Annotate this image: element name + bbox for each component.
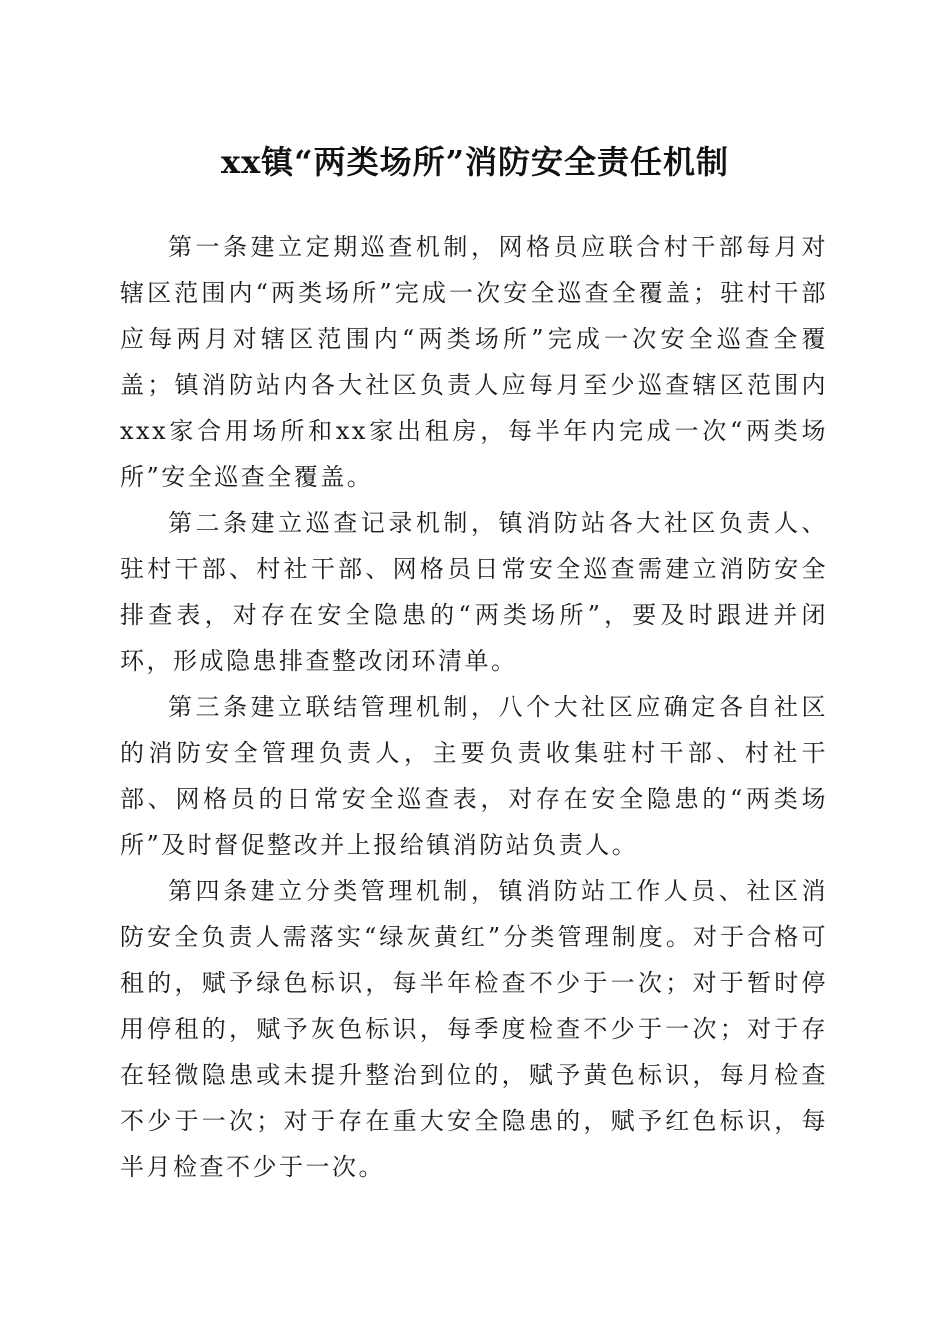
document-body bbox=[120, 224, 828, 1190]
article-2-paragraph: 第二条建立巡查记录机制，镇消防站各大社区负责人、驻村干部、村社干部、网格员日常安全巡查需建立消防安全排查表，对存在安全隐患的“两类场所”，要及时跟进并闭环，形成隐患排查整改闭环清单。 bbox=[120, 509, 828, 675]
document-title: xx镇“两类场所”消防安全责任机制 bbox=[221, 143, 729, 181]
article-1-paragraph: 第一条建立定期巡查机制，网格员应联合村干部每月对辖区范围内“两类场所”完成一次安全巡查全覆盖；驻村干部应每两月对辖区范围内“两类场所”完成一次安全巡查全覆盖；镇消防站内各大社区负责人应每月至少巡查辖区范围内xxx家合用场所和xx家出租房，每半年内完成一次“两类场所”安全巡查全覆盖。 bbox=[120, 233, 828, 491]
article-4-paragraph: 第四条建立分类管理机制，镇消防站工作人员、社区消防安全负责人需落实“绿灰黄红”分类管理制度。对于合格可租的，赋予绿色标识，每半年检查不少于一次；对于暂时停用停租的，赋予灰色标识，每季度检查不少于一次；对于存在轻微隐患或未提升整治到位的，赋予黄色标识，每月检查不少于一次；对于存在重大安全隐患的，赋予红色标识，每半月检查不少于一次。 bbox=[120, 877, 828, 1181]
article-3-paragraph: 第三条建立联结管理机制，八个大社区应确定各自社区的消防安全管理负责人，主要负责收集驻村干部、村社干部、网格员的日常安全巡查表，对存在安全隐患的“两类场所”及时督促整改并上报给镇消防站负责人。 bbox=[120, 693, 828, 859]
